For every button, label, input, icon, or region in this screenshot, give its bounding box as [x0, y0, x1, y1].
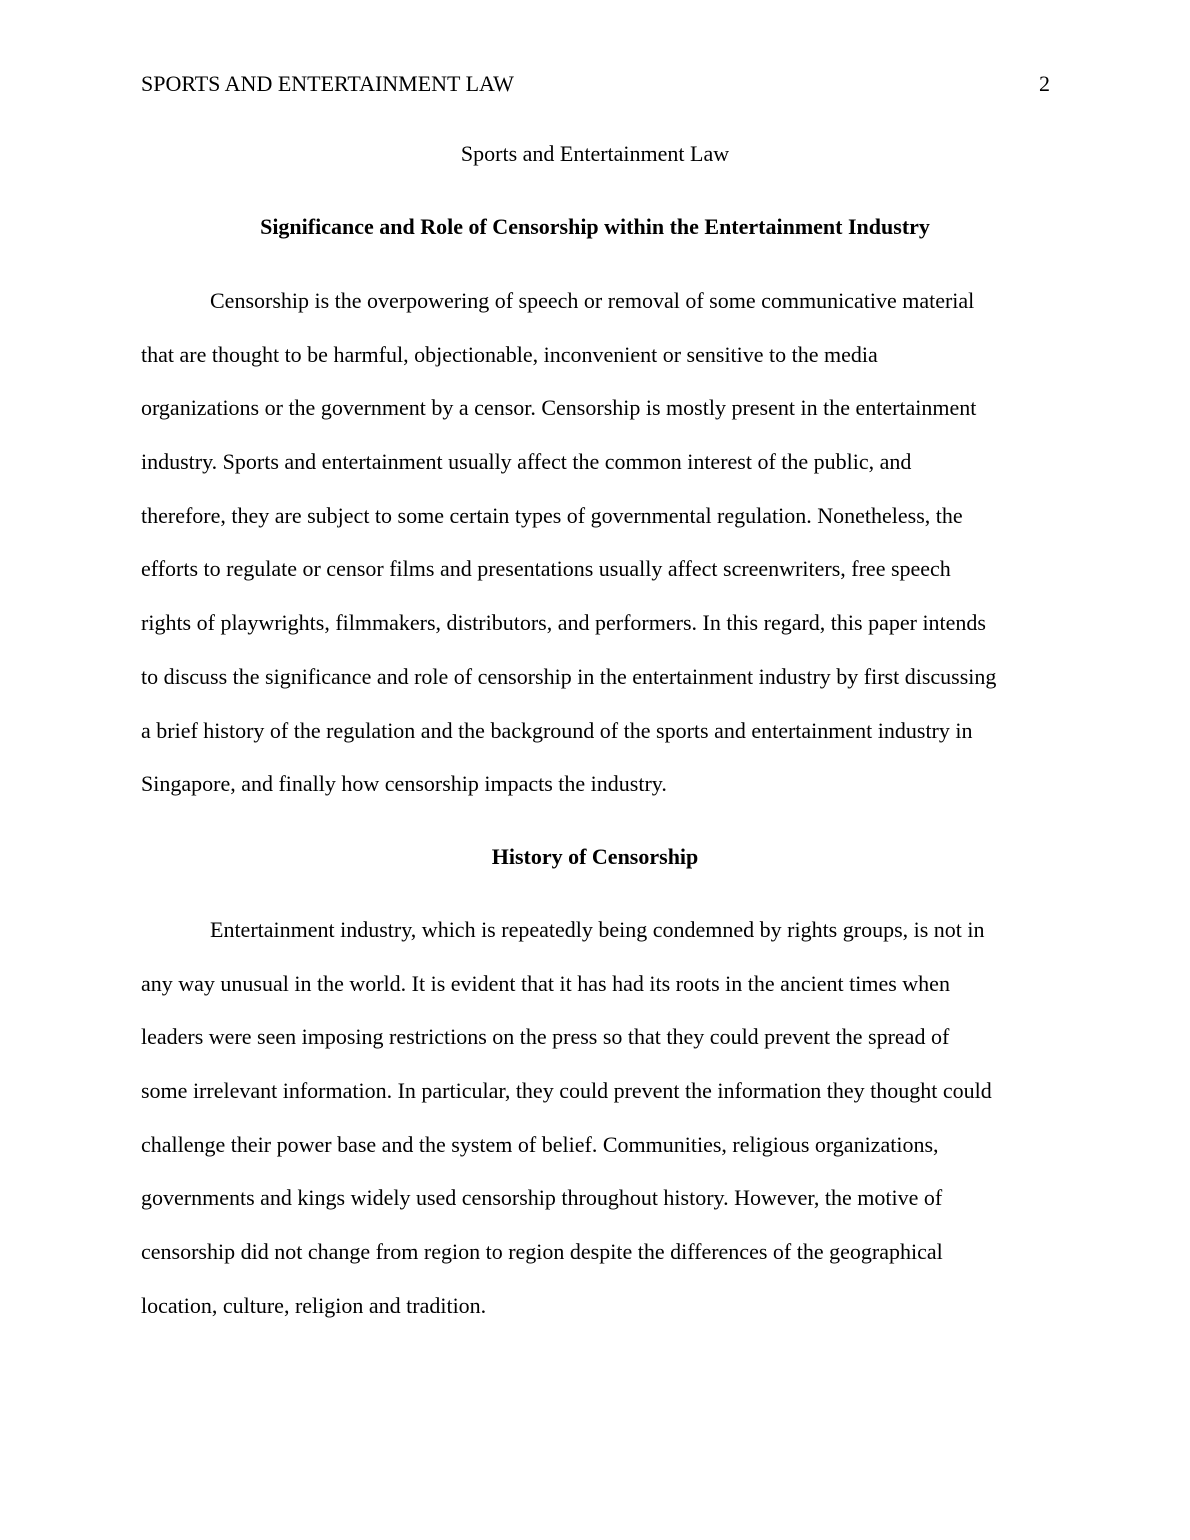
paragraph-line: a brief history of the regulation and the background of the sports and entertainment industry in	[141, 717, 973, 743]
paragraph-history	[141, 916, 1049, 1346]
paragraph-line: therefore, they are subject to some certain types of governmental regulation. Nonetheless, the	[141, 502, 963, 528]
section-heading-significance: Significance and Role of Censorship within the Entertainment Industry	[260, 214, 930, 239]
paragraph-line: location, culture, religion and tradition.	[141, 1292, 487, 1318]
page-number: 2	[1039, 71, 1050, 96]
paragraph-line: governments and kings widely used censorship throughout history. However, the motive of	[141, 1185, 943, 1211]
paragraph-significance	[141, 287, 1049, 824]
paragraph-line: leaders were seen imposing restrictions on the press so that they could prevent the spread of	[141, 1024, 950, 1050]
paragraph-line: censorship did not change from region to region despite the differences of the geographical	[141, 1239, 943, 1265]
paragraph-line: industry. Sports and entertainment usually affect the common interest of the public, and	[141, 449, 912, 475]
paragraph-line: efforts to regulate or censor films and presentations usually affect screenwriters, free speech	[141, 556, 951, 582]
running-head: SPORTS AND ENTERTAINMENT LAW	[141, 71, 514, 96]
paragraph-line: challenge their power base and the system of belief. Communities, religious organizations,	[141, 1131, 939, 1157]
paragraph-line: that are thought to be harmful, objectionable, inconvenient or sensitive to the media	[141, 341, 878, 367]
paragraph-line: organizations or the government by a censor. Censorship is mostly present in the entertainment	[141, 395, 977, 421]
section-heading-history: History of Censorship	[491, 844, 699, 869]
paragraph-line: Entertainment industry, which is repeatedly being condemned by rights groups, is not in	[210, 917, 985, 942]
paragraph-line: Singapore, and finally how censorship impacts the industry.	[141, 771, 667, 797]
paragraph-line: some irrelevant information. In particular, they could prevent the information they thought could	[141, 1078, 992, 1104]
paragraph-line: rights of playwrights, filmmakers, distributors, and performers. In this regard, this paper intends	[141, 610, 986, 636]
paragraph-line: Censorship is the overpowering of speech or removal of some communicative material	[210, 288, 975, 313]
paragraph-line: any way unusual in the world. It is evident that it has had its roots in the ancient times when	[141, 970, 950, 996]
paragraph-line: to discuss the significance and role of censorship in the entertainment industry by first discussing	[141, 663, 997, 689]
document-title: Sports and Entertainment Law	[460, 141, 730, 166]
